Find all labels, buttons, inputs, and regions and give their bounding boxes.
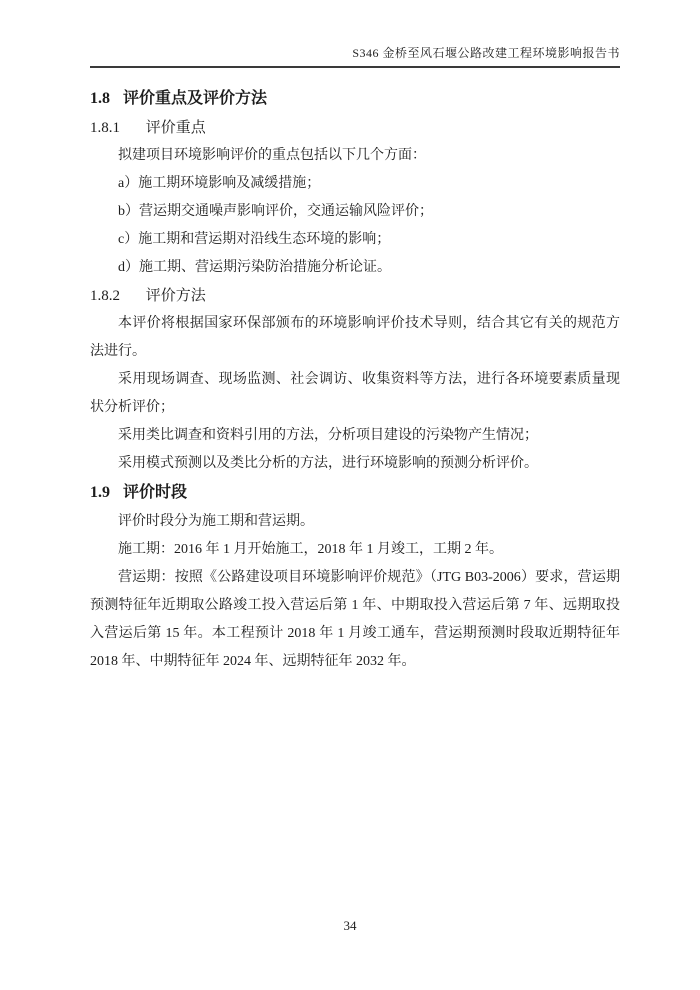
paragraph: 本评价将根据国家环保部颁布的环境影响评价技术导则，结合其它有关的规范方法进行。 — [90, 316, 620, 359]
subsection-heading-1-8-1 — [90, 114, 620, 142]
running-header-title: S346 金桥至风石堰公路改建工程环境影响报告书 — [352, 46, 620, 60]
list-item-c: c）施工期和营运期对沿线生态环境的影响； — [118, 232, 391, 247]
subsection-title: 评价方法 — [145, 288, 206, 304]
paragraph: 施工期：2016 年 1 月开始施工，2018 年 1 月竣工，工期 2 年。 — [118, 542, 503, 557]
list-item-d: d）施工期、营运期污染防治措施分析论证。 — [118, 260, 391, 275]
paragraph: 评价时段分为施工期和营运期。 — [118, 514, 314, 529]
section-title: 评价时段 — [123, 484, 188, 501]
section-number: 1.9 — [90, 484, 110, 501]
paragraph: 采用类比调查和资料引用的方法，分析项目建设的污染物产生情况； — [118, 428, 538, 443]
paragraph: 采用模式预测以及类比分析的方法，进行环境影响的预测分析评价。 — [118, 456, 538, 471]
paragraph: 营运期：按照《公路建设项目环境影响评价规范》（JTG B03-2006）要求，营运期预测特征年近期取公路竣工投入营运后第 1 年、中期取投入营运后第 7 年、远期取投入营运后第 15 年。本工程预计 2018 年 1 月竣工通车，营运期预测时段取近期特征年 2018 年、中期特征年 2024 年、远期特征年 2032 年。 — [90, 570, 620, 669]
list-item-a: a）施工期环境影响及减缓措施； — [118, 176, 321, 191]
page-footer — [0, 918, 700, 934]
page-content — [90, 84, 620, 676]
page-number: 34 — [343, 918, 357, 933]
running-header — [90, 44, 620, 68]
section-title: 评价重点及评价方法 — [123, 90, 268, 107]
list-item-b: b）营运期交通噪声影响评价，交通运输风险评价； — [118, 204, 433, 219]
section-number: 1.8 — [90, 90, 110, 107]
section-heading-1-9 — [90, 478, 620, 508]
section-heading-1-8 — [90, 84, 620, 114]
subsection-number: 1.8.1 — [90, 120, 120, 136]
subsection-heading-1-8-2 — [90, 282, 620, 310]
subsection-number: 1.8.2 — [90, 288, 120, 304]
paragraph: 拟建项目环境影响评价的重点包括以下几个方面： — [118, 148, 426, 163]
subsection-title: 评价重点 — [145, 120, 206, 136]
paragraph: 采用现场调查、现场监测、社会调访、收集资料等方法，进行各环境要素质量现状分析评价； — [90, 372, 620, 415]
